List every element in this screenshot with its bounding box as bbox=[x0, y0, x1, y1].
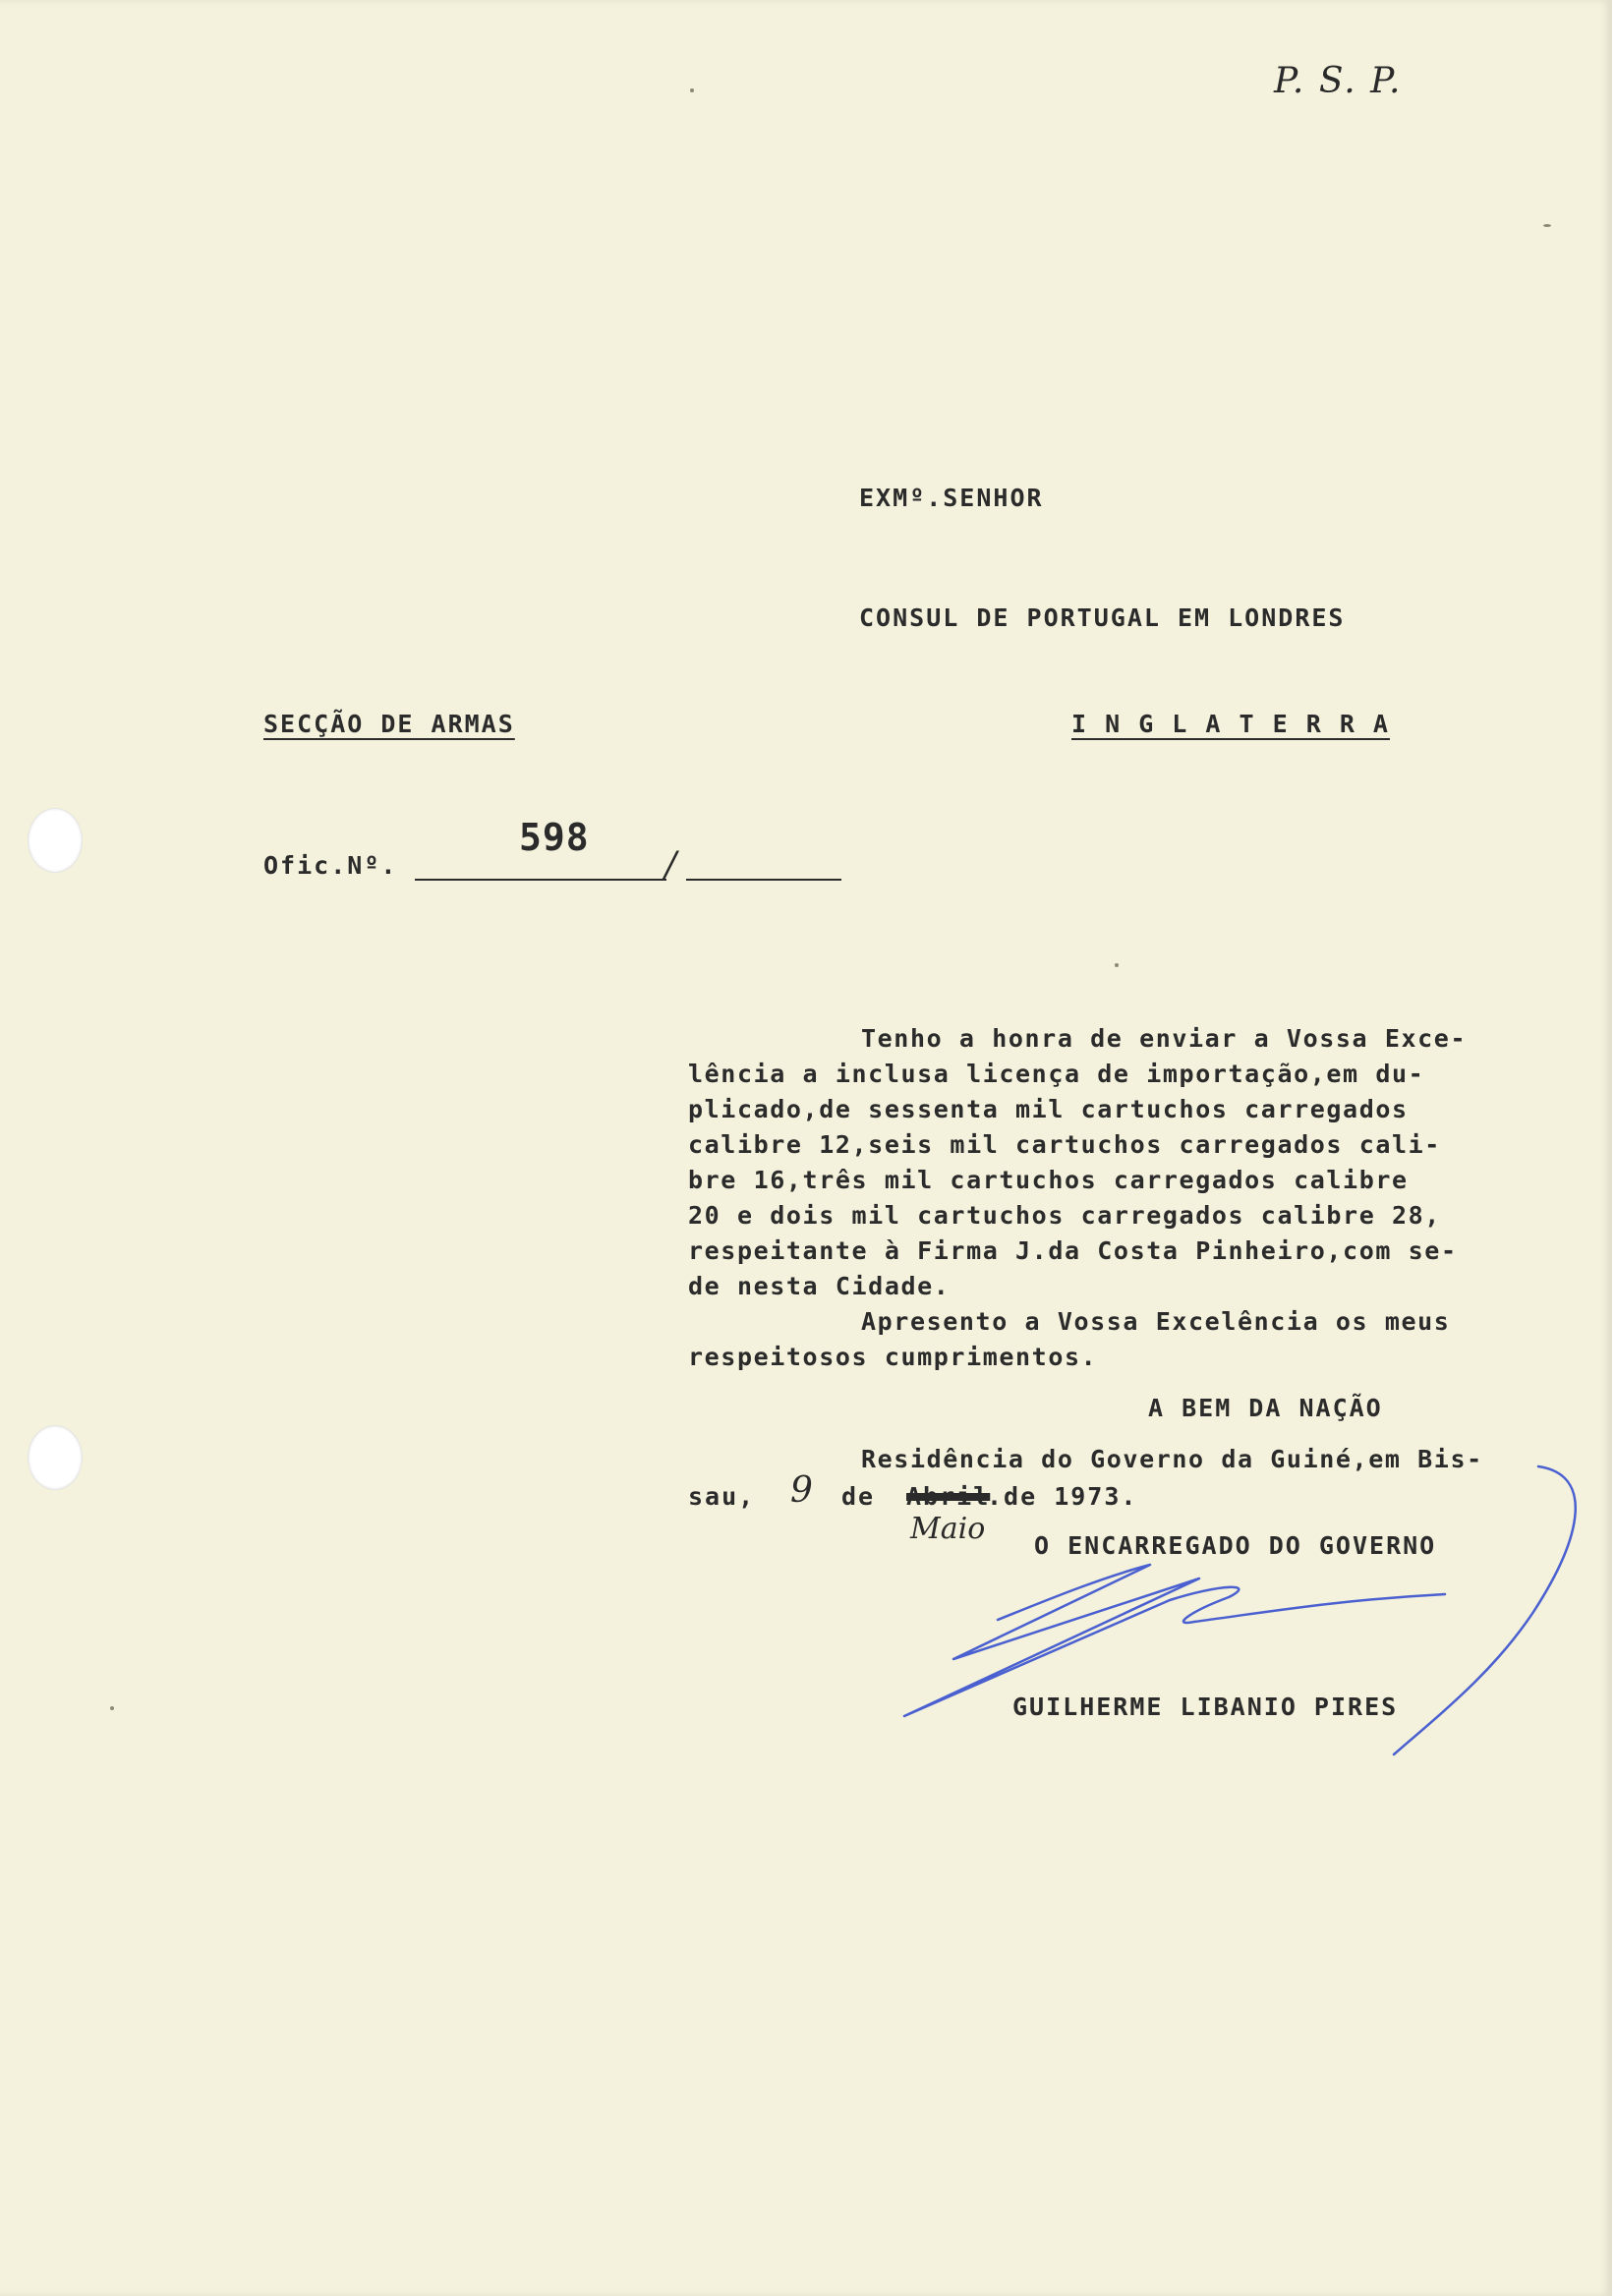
body-line: calibre 12,seis mil cartuchos carregados cali- bbox=[688, 1130, 1441, 1159]
signatory-title: O ENCARREGADO DO GOVERNO bbox=[1034, 1531, 1437, 1560]
date-year: .de 1973. bbox=[987, 1482, 1138, 1511]
body-line: Apresento a Vossa Excelência os meus bbox=[861, 1307, 1451, 1336]
date-struck-month: Abril bbox=[906, 1482, 991, 1511]
body-line: de nesta Cidade. bbox=[688, 1272, 951, 1300]
place-line: Residência do Governo da Guiné,em Bis- bbox=[861, 1445, 1483, 1473]
signatory-name: GUILHERME LIBANIO PIRES bbox=[1012, 1693, 1399, 1721]
body-line: bre 16,três mil cartuchos carregados calibre bbox=[688, 1166, 1409, 1194]
body-line: lência a inclusa licença de importação,em du- bbox=[688, 1060, 1425, 1088]
oficio-separator: / bbox=[664, 845, 677, 886]
body-line: Tenho a honra de enviar a Vossa Exce- bbox=[861, 1024, 1468, 1053]
handwritten-header: P. S. P. bbox=[1274, 61, 1403, 101]
date-day: 9 bbox=[790, 1470, 813, 1511]
salutation: EXMº.SENHOR bbox=[859, 484, 1044, 512]
body-line: plicado,de sessenta mil cartuchos carregados bbox=[688, 1095, 1409, 1123]
section-heading: SECÇÃO DE ARMAS bbox=[263, 710, 515, 738]
body-line: respeitante à Firma J.da Costa Pinheiro,com se- bbox=[688, 1236, 1458, 1265]
recipient: CONSUL DE PORTUGAL EM LONDRES bbox=[859, 603, 1346, 632]
country-heading: I N G L A T E R R A bbox=[1071, 710, 1390, 738]
oficio-number: 598 bbox=[519, 816, 590, 859]
body-line: respeitosos cumprimentos. bbox=[688, 1343, 1098, 1371]
date-prefix: sau, bbox=[688, 1482, 756, 1511]
motto: A BEM DA NAÇÃO bbox=[1148, 1394, 1383, 1422]
oficio-label: Ofic.Nº. bbox=[263, 851, 398, 880]
date-de: de bbox=[841, 1482, 876, 1511]
body-line: 20 e dois mil cartuchos carregados calibre 28, bbox=[688, 1201, 1441, 1230]
date-handwritten-month: Maio bbox=[910, 1512, 986, 1546]
